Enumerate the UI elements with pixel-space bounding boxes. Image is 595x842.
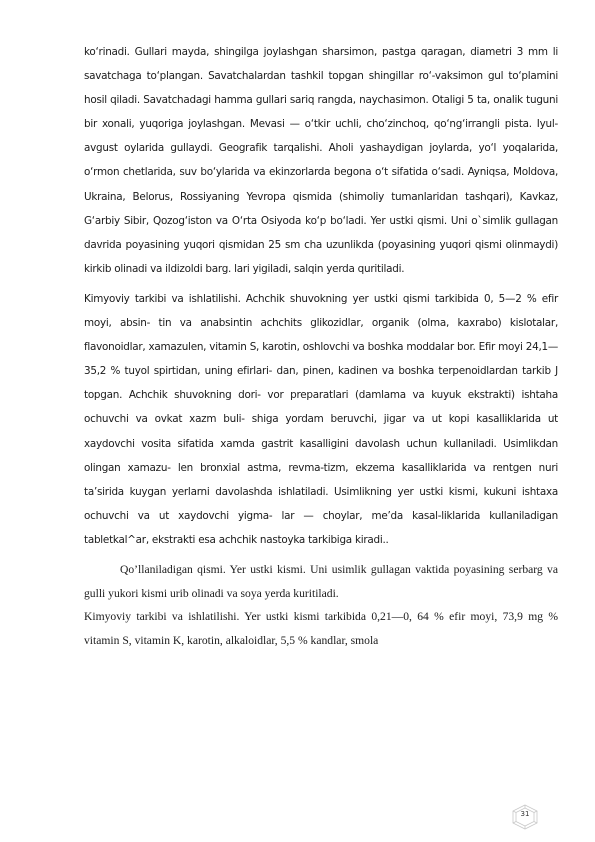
paragraph-used-part: Qo’llaniladigan qismi. Yer ustki kismi. Uni usimlik gullagan vaktida poyasining serbarg va gulli yukori kismi urib olinadi va soya yerda kuritiladi. (84, 562, 558, 600)
paragraph-plant-description: ko‘rinadi. Gullari mayda, shingilga joylashgan sharsimon, pastga qaragan, diametri 3 mm li savatchaga to‘plangan. Savatchalardan tashkil topgan shingillar ro‘-vaksimon gul to‘plamini hosil qiladi. Savatchadagi hamma gullari sariq rangda, naychasimon. Otaligi 5 ta, onalik tuguni bir xonali, yuqoriga joylashgan. Mevasi — o‘tkir uchli, cho‘zinchoq, qo‘ng‘irrangli pista. Iyul-avgust oylarida gullaydi. Geografik tarqalishi. Aholi yashaydigan joylarda, yo‘l yoqalarida, o‘rmon chetlarida, suv bo‘ylarida va ekinzorlarda begona o‘t sifatida o‘sadi. Ayniqsa, Moldova, Ukraina, Belorus, Rossiyaning Yevropa qismida (shimoliy tumanlaridan tashqari), Kavkaz, G‘arbiy Sibir, Qozog‘iston va O‘rta Osiyoda ko‘p bo‘ladi. Yer ustki qismi. Uni o`simlik gullagan davrida poyasining yuqori qismidan 25 sm cha uzunlikda (poyasining yuqori qismi olinmaydi) kirkib olinadi va ildizoldi barg. lari yigiladi, salqin yerda quritiladi. (84, 46, 558, 275)
document-body (84, 40, 558, 652)
paragraph-chemical-composition: Kimyoviy tarkibi va ishlatilishi. Achchik shuvokning yer ustki qismi tarkibida 0, 5—2 % efir moyi, absin- tin va anabsintin achchits glikozidlar, organik (olma, kaxrabo) kislotalar, flavonoidlar, xamazulen, vitamin S, karotin, oshlovchi va boshka moddalar bor. Efir moyi 24,1—35,2 % tuyol spirtidan, uning efirlari- dan, pinen, kadinen va boshka terpenoidlardan tarkib J topgan. Achchik shuvokning dori- vor preparatlari (damlama va kuyuk ekstrakti) ishtaha ochuvchi va ovkat xazm buli- shiga yordam beruvchi, jigar va ut kopi kasalliklarida ut xaydovchi vosita sifatida xamda gastrit kasalligini davolash uchun kullaniladi. Usimlikdan olingan xamazu- len bronxial astma, revma-tizm, ekzema kasalliklarida va rentgen nuri ta’sirida kuygan yerlarni davolashda ishlatiladi. Usimlikning yer ustki kismi, kukuni ishtaxa ochuvchi va ut xaydovchi yigma- lar — choylar, me’da kasal-liklarida kullaniladigan tabletkal^ar, ekstrakti esa achchik nastoyka tarkibiga kiradi.. (84, 292, 558, 546)
page-number-badge (509, 804, 541, 830)
paragraph-chemical-composition-2: Kimyoviy tarkibi va ishlatilishi. Yer ustki kismi tarkibida 0,21—0, 64 % efir moyi, 73,9 mg % vitamin S, vitamin K, karotin, alkaloidlar, 5,5 % kandlar, smola (84, 610, 558, 647)
page-number: 31 (520, 810, 530, 818)
